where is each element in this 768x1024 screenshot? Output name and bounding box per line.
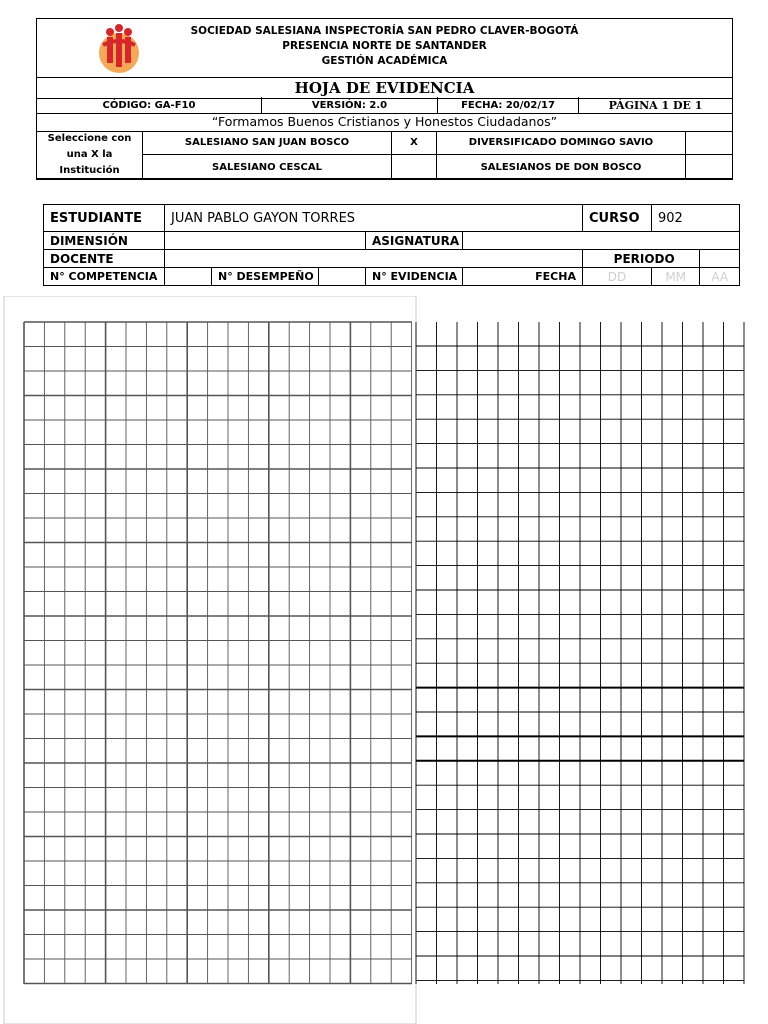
left-grid [24, 322, 412, 984]
institution-table [36, 131, 733, 180]
document-header [36, 18, 733, 179]
evidencia-label: N° EVIDENCIA [366, 268, 463, 286]
option-cescal: SALESIANO CESCAL [143, 155, 392, 180]
institution-selector-label: Seleccione con una X la Institución [37, 131, 143, 180]
option-don-bosco-mark[interactable] [686, 155, 733, 180]
option-san-juan-bosco-mark[interactable]: X [392, 131, 437, 155]
fecha-aa-field[interactable]: AA [700, 268, 740, 286]
grid-paper [0, 296, 768, 1024]
curso-value[interactable]: 902 [651, 205, 739, 232]
docente-value[interactable] [165, 250, 583, 268]
desempeno-value[interactable] [319, 268, 366, 286]
right-grid [416, 322, 744, 984]
desempeno-label: N° DESEMPEÑO [212, 268, 319, 286]
competencia-value[interactable] [165, 268, 212, 286]
option-san-juan-bosco: SALESIANO SAN JUAN BOSCO [143, 131, 392, 155]
fecha-mm-field[interactable]: MM [651, 268, 699, 286]
student-info-table [43, 204, 740, 286]
fecha-dd-field[interactable]: DD [582, 268, 651, 286]
version-cell: VERSIÓN: 2.0 [262, 97, 438, 114]
option-cescal-mark[interactable] [392, 155, 437, 180]
dimension-value[interactable] [165, 232, 366, 250]
competencia-label: N° COMPETENCIA [44, 268, 165, 286]
dimension-label: DIMENSIÓN [44, 232, 165, 250]
periodo-value[interactable] [700, 250, 740, 268]
grid-paper-area[interactable] [0, 296, 768, 1024]
document-title: HOJA DE EVIDENCIA [37, 77, 732, 99]
curso-label: CURSO [582, 205, 651, 232]
asignatura-value[interactable] [463, 232, 740, 250]
document-meta-row [36, 97, 733, 114]
pagina-cell: PÁGINA 1 DE 1 [579, 97, 733, 114]
org-line-3: GESTIÓN ACADÉMICA [321, 55, 448, 67]
estudiante-value[interactable]: JUAN PABLO GAYON TORRES [165, 205, 583, 232]
fecha-label: FECHA [463, 268, 583, 286]
codigo-cell: CÓDIGO: GA-F10 [37, 97, 262, 114]
org-line-1: SOCIEDAD SALESIANA INSPECTORÍA SAN PEDRO CLAVER-BOGOTÁ [190, 25, 579, 37]
option-don-bosco: SALESIANOS DE DON BOSCO [437, 155, 686, 180]
motto: “Formamos Buenos Cristianos y Honestos Ciudadanos” [37, 114, 732, 132]
asignatura-label: ASIGNATURA [366, 232, 463, 250]
periodo-label: PERIODO [582, 250, 699, 268]
organization-lines [37, 24, 732, 69]
fecha-cell: FECHA: 20/02/17 [438, 97, 579, 114]
org-line-2: PRESENCIA NORTE DE SANTANDER [282, 40, 487, 52]
option-domingo-savio: DIVERSIFICADO DOMINGO SAVIO [437, 131, 686, 155]
docente-label: DOCENTE [44, 250, 165, 268]
option-domingo-savio-mark[interactable] [686, 131, 733, 155]
grid-sheet-border [4, 296, 416, 1024]
estudiante-label: ESTUDIANTE [44, 205, 165, 232]
